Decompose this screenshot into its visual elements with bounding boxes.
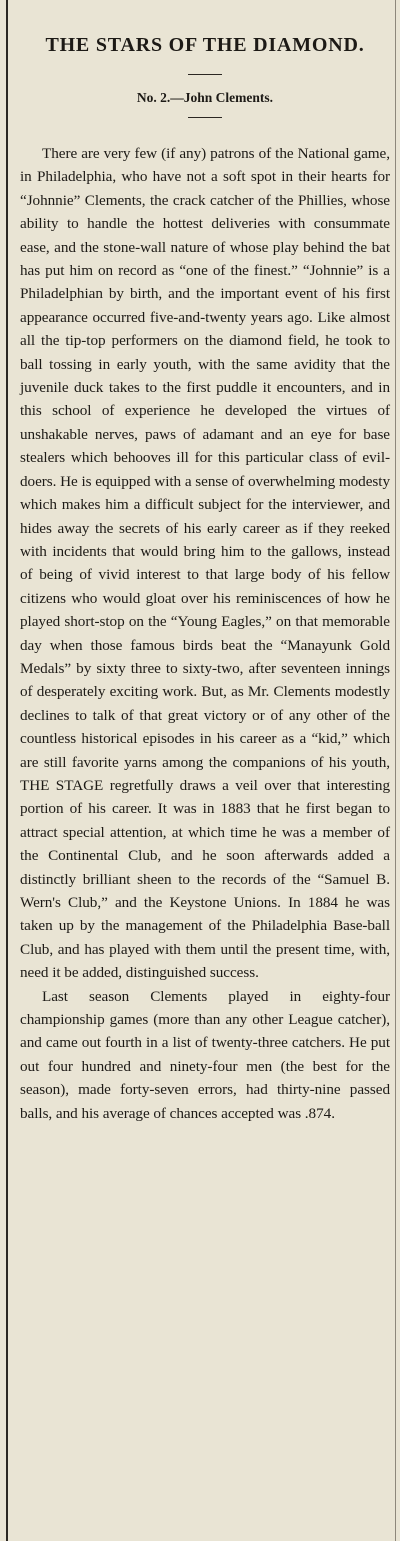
title-divider <box>188 74 222 75</box>
left-column-rule <box>6 0 8 1541</box>
right-page-edge <box>395 0 396 1541</box>
article <box>20 30 390 1125</box>
article-subtitle: No. 2.—John Clements. <box>136 90 274 105</box>
article-paragraph: Last season Clements played in eighty-four championship games (more than any other League catcher), and came out fourth in a list of twenty-three catchers. He put out four hundred and ninety-four men (the best for the season), made forty-seven errors, had thirty-nine passed balls, and his average of chances accepted was .874. <box>20 987 390 1122</box>
article-paragraph: There are very few (if any) patrons of the National game, in Philadelphia, who have not a soft spot in their hearts for “Johnnie” Clements, the crack catcher of the Phillies, whose ability to handle the hottest deliveries with consummate ease, and the stone-wall nature of whose play behind the bat has put him on record as “one of the finest.” “Johnnie” is a Philadelphian by birth, and the important event of his first appearance occurred five-and-twenty years ago. Like almost all the tip-top performers on the diamond field, he took to ball tossing in early youth, with the same avidity that the juvenile duck takes to the first puddle it encounters, and in this school of experience he developed the virtues of unshakable nerves, paws of adamant and an eye for base stealers which behooves ill for this particular class of evil-doers. He is equipped with a sense of overwhelming modesty which makes him a difficult subject for the interviewer, and hides away the secrets of his early career as if they reeked with incidents that would bring him to the gallows, instead of being of vivid interest to that large body of his fellow citizens who would gloat over his reminiscences of how he played short-stop on the “Young Eagles,” on that memorable day when those famous birds beat the “Manayunk Gold Medals” by sixty three to sixty-two, after seventeen innings of desperately exciting work. But, as Mr. Clements modestly declines to talk of that great victory or of any other of the countless historical episodes in his career as a “kid,” which are still favorite yarns among the companions of his youth, THE STAGE regretfully draws a veil over that interesting portion of his career. It was in 1883 that he first began to attract special attention, at which time he was a member of the Continental Club, and he soon afterwards added a distinctly brilliant sheen to the records of the “Samuel B. Wern's Club,” and the Keystone Unions. In 1884 he was taken up by the management of the Philadelphia Base-ball Club, and has played with them until the present time, with, need it be added, distinguished success. <box>20 145 390 982</box>
subtitle-divider <box>188 117 222 118</box>
article-title: THE STARS OF THE DIAMOND. <box>45 34 365 56</box>
